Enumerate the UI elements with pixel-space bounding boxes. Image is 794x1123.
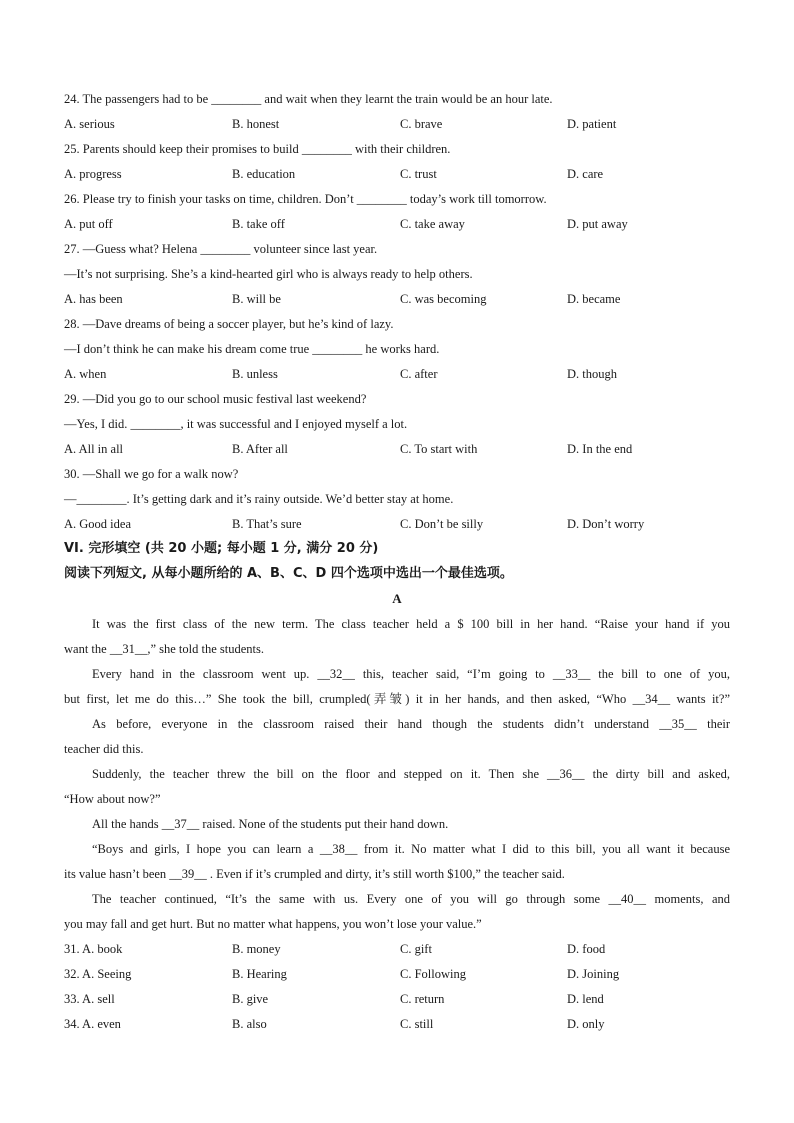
section-instruction: 阅读下列短文, 从每小题所给的 A、B、C、D 四个选项中选出一个最佳选项。 bbox=[64, 566, 513, 581]
passage-line: It was the first class of the new term. The class teacher held a $ 100 bill in her hand. “Raise your hand if you bbox=[92, 617, 730, 631]
question-reply: —I don’t think he can make his dream come true ________ he works hard. bbox=[64, 342, 440, 356]
option-c: C. trust bbox=[400, 167, 437, 181]
passage-line: but first, let me do this…” She took the bill, crumpled(弄皱) it in her hands, and then asked, “Who __34__ wants it?” bbox=[64, 692, 730, 706]
option-c: C. still bbox=[400, 1017, 434, 1031]
passage-line: its value hasn’t been __39__ . Even if it’s crumpled and dirty, it’s still worth $100,” the teacher said. bbox=[64, 867, 565, 881]
option-b: B. also bbox=[232, 1017, 267, 1031]
passage-line: Every hand in the classroom went up. __32__ this, teacher said, “I’m going to __33__ the bill to one of you, bbox=[92, 667, 730, 681]
question-options bbox=[64, 216, 744, 232]
option-a: 34. A. even bbox=[64, 1017, 121, 1031]
cloze-options bbox=[64, 1016, 744, 1032]
section-title: VI. 完形填空 (共 20 小题; 每小题 1 分, 满分 20 分) bbox=[64, 541, 379, 556]
option-c: C. was becoming bbox=[400, 292, 487, 306]
option-a: 32. A. Seeing bbox=[64, 967, 132, 981]
passage-line: teacher did this. bbox=[64, 742, 144, 756]
question-stem: 25. Parents should keep their promises to build ________ with their children. bbox=[64, 142, 451, 156]
cloze-options bbox=[64, 941, 744, 957]
passage-line: “Boys and girls, I hope you can learn a __38__ from it. No matter what I did to this bill, you all want it because bbox=[92, 842, 730, 856]
passage-line: want the __31__,” she told the students. bbox=[64, 642, 264, 656]
question-stem: 29. —Did you go to our school music festival last weekend? bbox=[64, 392, 367, 406]
question-stem: 28. —Dave dreams of being a soccer player, but he’s kind of lazy. bbox=[64, 317, 394, 331]
option-b: B. Hearing bbox=[232, 967, 287, 981]
question-options bbox=[64, 116, 744, 132]
passage-line: you may fall and get hurt. But no matter what happens, you won’t lose your value.” bbox=[64, 917, 482, 931]
option-a: A. serious bbox=[64, 117, 115, 131]
option-c: C. brave bbox=[400, 117, 443, 131]
question-reply: —It’s not surprising. She’s a kind-hearted girl who is always ready to help others. bbox=[64, 267, 473, 281]
passage-label: A bbox=[392, 591, 402, 606]
option-b: B. That’s sure bbox=[232, 517, 302, 531]
option-d: D. patient bbox=[567, 117, 617, 131]
passage-line: “How about now?” bbox=[64, 792, 161, 806]
cloze-options bbox=[64, 991, 744, 1007]
passage-line: Suddenly, the teacher threw the bill on the floor and stepped on it. Then she __36__ the dirty bill and asked, bbox=[92, 767, 730, 781]
option-d: D. care bbox=[567, 167, 604, 181]
option-b: B. honest bbox=[232, 117, 280, 131]
option-d: D. only bbox=[567, 1017, 605, 1031]
cloze-options bbox=[64, 966, 744, 982]
option-b: B. After all bbox=[232, 442, 288, 456]
question-stem: 27. —Guess what? Helena ________ volunteer since last year. bbox=[64, 242, 378, 256]
option-c: C. To start with bbox=[400, 442, 478, 456]
question-stem: 24. The passengers had to be ________ and wait when they learnt the train would be an hour late. bbox=[64, 92, 553, 106]
option-b: B. give bbox=[232, 992, 269, 1006]
option-d: D. food bbox=[567, 942, 606, 956]
option-a: A. put off bbox=[64, 217, 113, 231]
option-a: A. Good idea bbox=[64, 517, 131, 531]
option-d: D. though bbox=[567, 367, 617, 381]
question-reply: —________. It’s getting dark and it’s rainy outside. We’d better stay at home. bbox=[64, 492, 454, 506]
option-a: A. All in all bbox=[64, 442, 124, 456]
option-d: D. In the end bbox=[567, 442, 633, 456]
option-d: D. put away bbox=[567, 217, 628, 231]
passage-line: All the hands __37__ raised. None of the students put their hand down. bbox=[92, 817, 449, 831]
option-c: C. return bbox=[400, 992, 445, 1006]
option-b: B. money bbox=[232, 942, 281, 956]
option-d: D. lend bbox=[567, 992, 604, 1006]
option-a: 33. A. sell bbox=[64, 992, 115, 1006]
question-reply: —Yes, I did. ________, it was successful and I enjoyed myself a lot. bbox=[64, 417, 408, 431]
option-d: D. Joining bbox=[567, 967, 620, 981]
option-c: C. take away bbox=[400, 217, 465, 231]
option-b: B. will be bbox=[232, 292, 281, 306]
option-c: C. after bbox=[400, 367, 438, 381]
option-c: C. gift bbox=[400, 942, 432, 956]
option-c: C. Don’t be silly bbox=[400, 517, 484, 531]
option-b: B. unless bbox=[232, 367, 278, 381]
question-stem: 26. Please try to finish your tasks on time, children. Don’t ________ today’s work till tomorrow. bbox=[64, 192, 547, 206]
option-c: C. Following bbox=[400, 967, 466, 981]
passage-line: As before, everyone in the classroom raised their hand though the students didn’t understand __35__ their bbox=[92, 717, 730, 731]
question-options bbox=[64, 366, 744, 382]
option-d: D. Don’t worry bbox=[567, 517, 645, 531]
option-a: 31. A. book bbox=[64, 942, 123, 956]
question-stem: 30. —Shall we go for a walk now? bbox=[64, 467, 239, 481]
option-b: B. education bbox=[232, 167, 296, 181]
option-a: A. progress bbox=[64, 167, 122, 181]
question-options bbox=[64, 516, 744, 532]
option-d: D. became bbox=[567, 292, 621, 306]
question-options bbox=[64, 291, 744, 307]
question-options bbox=[64, 441, 744, 457]
question-options bbox=[64, 166, 744, 182]
passage-line: The teacher continued, “It’s the same with us. Every one of you will go through some __40__ moments, and bbox=[92, 892, 730, 906]
option-b: B. take off bbox=[232, 217, 285, 231]
option-a: A. has been bbox=[64, 292, 123, 306]
option-a: A. when bbox=[64, 367, 107, 381]
